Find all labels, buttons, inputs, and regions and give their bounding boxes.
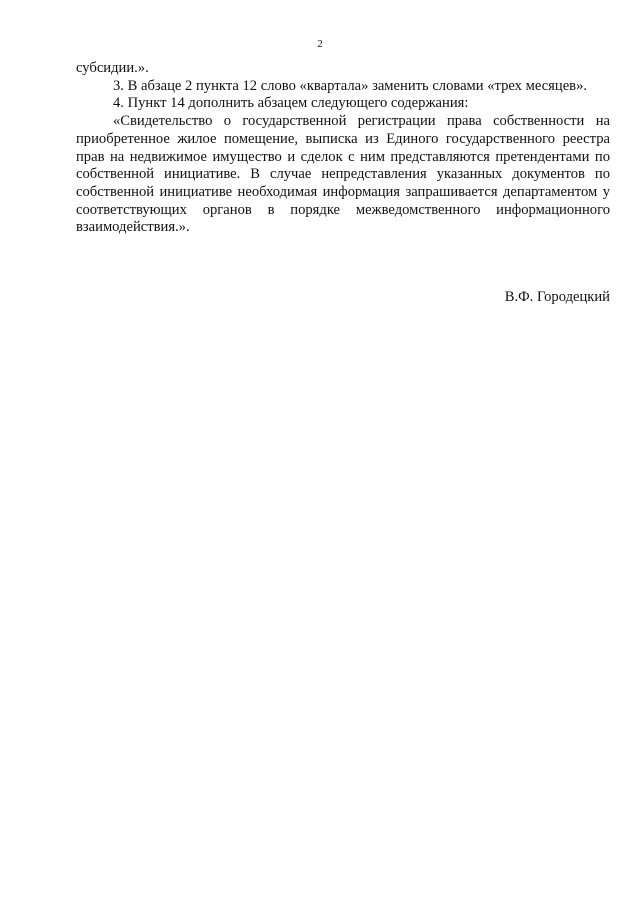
document-body (76, 60, 610, 237)
paragraph-quoted-text: «Свидетельство о государственной регистрации права собственности на приобретенное жилое помещение, выписка из Единого государственного реестра прав на недвижимое имущество и сделок с ним представляются претендентами по собственной инициативе. В случае непредставления указанных документов по собственной инициативе необходимая информация запрашивается департаментом у соответствующих органов в порядке межведомственного информационного взаимодействия.». (76, 113, 610, 236)
signature-name: В.Ф. Городецкий (504, 289, 610, 305)
paragraph-continuation: субсидии.». (76, 60, 149, 76)
paragraph-item-4: 4. Пункт 14 дополнить абзацем следующего содержания: (113, 95, 469, 112)
paragraph-item-3: 3. В абзаце 2 пункта 12 слово «квартала» заменить словами «трех месяцев». (113, 77, 588, 94)
page-number: 2 (317, 38, 323, 50)
